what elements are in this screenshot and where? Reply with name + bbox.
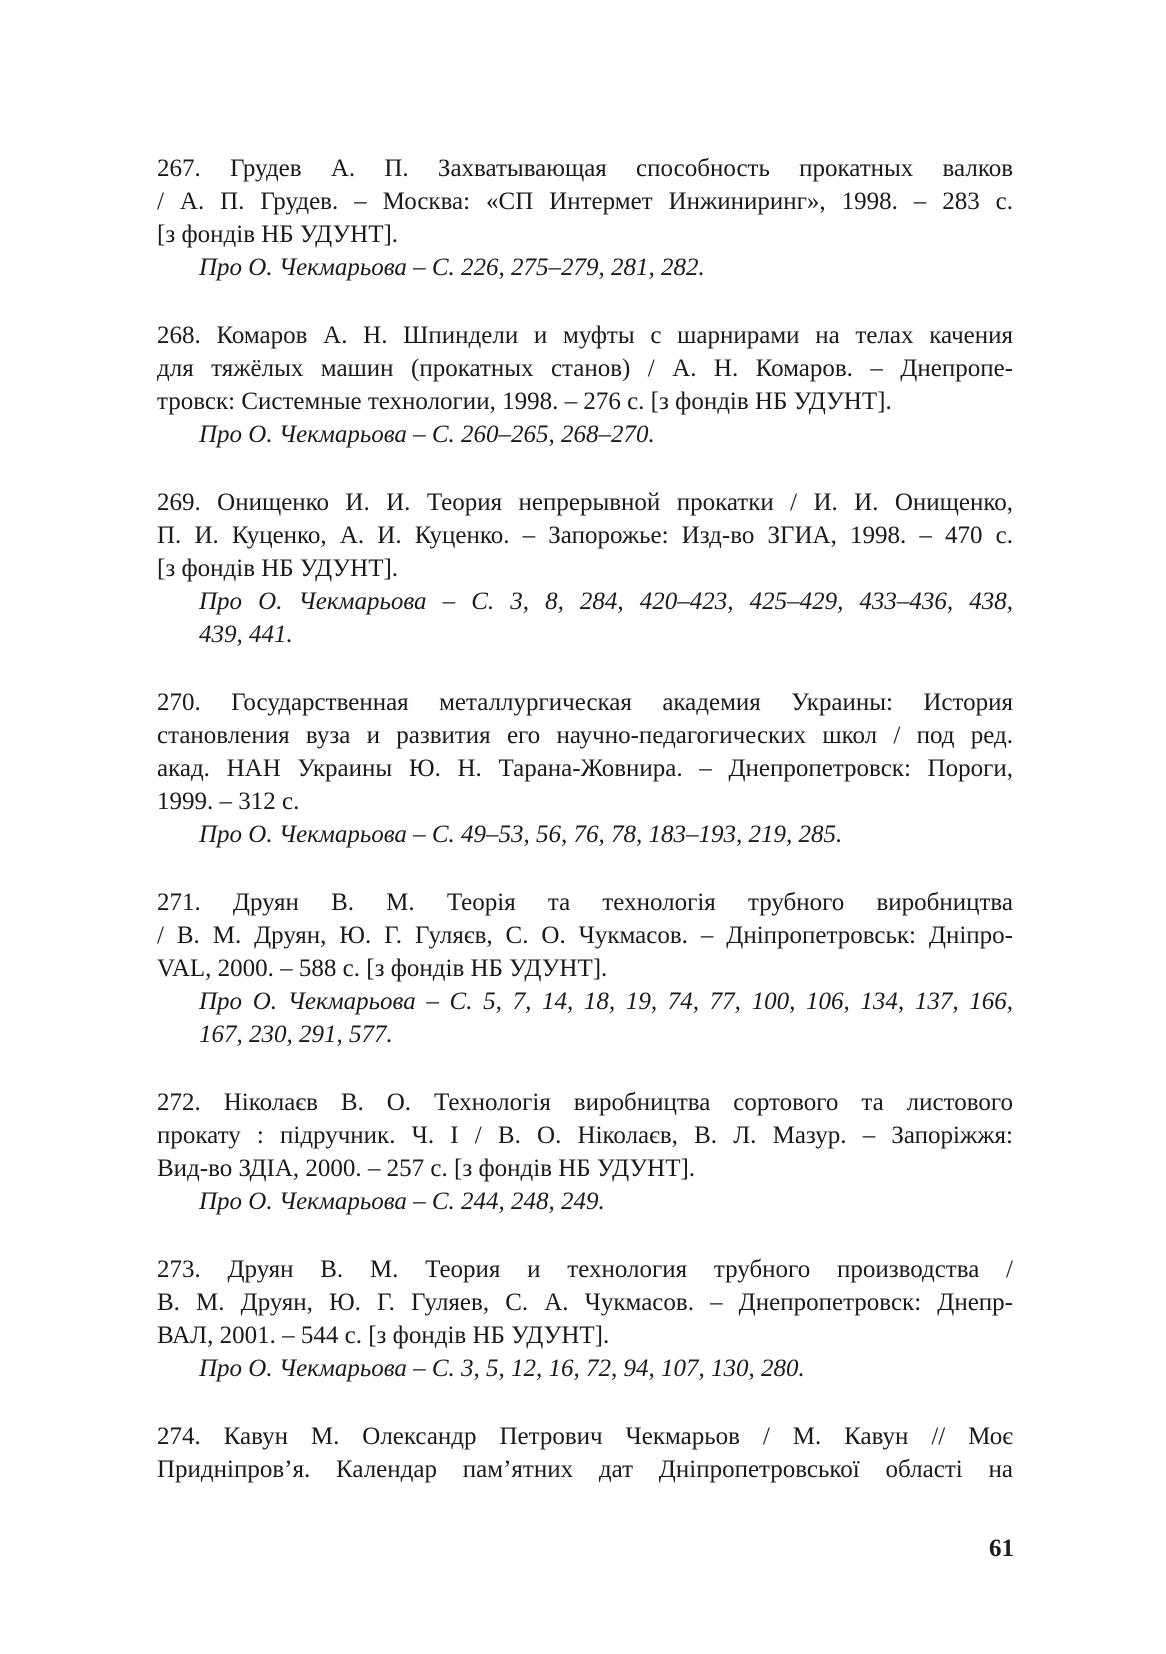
entry-text-line: тровск: Системные технологии, 1998. – 276 с. [з фондів НБ УДУНТ]. (157, 388, 892, 415)
bibliography-entry (157, 1086, 1013, 1218)
entry-note (157, 1185, 1013, 1218)
bibliography-entry (157, 1420, 1013, 1486)
entry-note-line: Про О. Чекмарьова – С. 226, 275–279, 281, 282. (199, 254, 705, 281)
entry-text-line: акад. НАН Украины Ю. Н. Тарана-Жовнира. – Днепропетровск: Пороги, (157, 755, 1013, 782)
entry-text-line: 1999. – 312 с. (157, 788, 300, 815)
entry-note (157, 985, 1013, 1051)
entry-text-line: 267. Грудев А. П. Захватывающая способность прокатных валков (157, 155, 1013, 182)
entry-note-line: Про О. Чекмарьова – С. 260–265, 268–270. (199, 421, 655, 448)
page-number: 61 (989, 1535, 1014, 1562)
entry-text-line: 270. Государственная металлургическая академия Украины: История (157, 689, 1013, 716)
entry-note-line: Про О. Чекмарьова – С. 3, 8, 284, 420–423, 425–429, 433–436, 438, (199, 588, 1013, 615)
entry-text-line: ВАЛ, 2001. – 544 с. [з фондів НБ УДУНТ]. (157, 1322, 610, 1349)
entry-note (157, 251, 1013, 284)
entry-text-line: 269. Онищенко И. И. Теория непрерывной прокатки / И. И. Онищенко, (157, 489, 1013, 516)
bibliography-entry (157, 152, 1013, 284)
entry-note-line: 167, 230, 291, 577. (199, 1021, 393, 1048)
entry-text-line: Придніпров’я. Календар пам’ятних дат Дніпропетровської області на (157, 1456, 1013, 1483)
bibliography-entry (157, 319, 1013, 451)
entry-text-line: для тяжёлых машин (прокатных станов) / А. Н. Комаров. – Днепропе- (157, 355, 1013, 382)
entry-note (157, 585, 1013, 651)
entry-text-line: VAL, 2000. – 588 с. [з фондів НБ УДУНТ]. (157, 955, 608, 982)
entry-note-line: Про О. Чекмарьова – С. 244, 248, 249. (199, 1188, 605, 1215)
bibliography-entry (157, 886, 1013, 1051)
bibliography-entry (157, 1253, 1013, 1385)
entry-text-line: Вид-во ЗДІА, 2000. – 257 с. [з фондів НБ УДУНТ]. (157, 1155, 696, 1182)
entry-note-line: Про О. Чекмарьова – С. 49–53, 56, 76, 78, 183–193, 219, 285. (199, 821, 843, 848)
entry-note-line: Про О. Чекмарьова – С. 3, 5, 12, 16, 72, 94, 107, 130, 280. (199, 1355, 805, 1382)
entry-text-line: [з фондів НБ УДУНТ]. (157, 221, 399, 248)
entry-text-line: В. М. Друян, Ю. Г. Гуляев, С. А. Чукмасов. – Днепропетровск: Днепр- (157, 1289, 1013, 1316)
entry-text-line: / А. П. Грудев. – Москва: «СП Интермет Инжиниринг», 1998. – 283 с. (157, 188, 1013, 215)
entry-text-line: 272. Ніколаєв В. О. Технологія виробництва сортового та листового (157, 1089, 1013, 1116)
entry-text-line: 271. Друян В. М. Теорія та технологія трубного виробництва (157, 889, 1013, 916)
entry-note (157, 418, 1013, 451)
entry-text-line: прокату : підручник. Ч. І / В. О. Ніколаєв, В. Л. Мазур. – Запоріжжя: (157, 1122, 1013, 1149)
entry-text-line: 268. Комаров А. Н. Шпиндели и муфты с шарнирами на телах качения (157, 322, 1013, 349)
entry-text-line: П. И. Куценко, А. И. Куценко. – Запорожье: Изд-во ЗГИА, 1998. – 470 с. (157, 522, 1013, 549)
entry-text-line: 274. Кавун М. Олександр Петрович Чекмарьов / М. Кавун // Моє (157, 1423, 1013, 1450)
bibliography-entry (157, 486, 1013, 651)
entry-text-line: 273. Друян В. М. Теория и технология трубного производства / (157, 1256, 1013, 1283)
entry-text-line: [з фондів НБ УДУНТ]. (157, 555, 399, 582)
entry-note-line: Про О. Чекмарьова – С. 5, 7, 14, 18, 19, 74, 77, 100, 106, 134, 137, 166, (199, 988, 1013, 1015)
entry-note (157, 818, 1013, 851)
entry-text-line: становления вуза и развития его научно-педагогических школ / под ред. (157, 722, 1013, 749)
entry-text-line: / В. М. Друян, Ю. Г. Гуляєв, С. О. Чукмасов. – Дніпропетровськ: Дніпро- (157, 922, 1013, 949)
bibliography-entry (157, 686, 1013, 851)
entry-note (157, 1352, 1013, 1385)
bibliography-page (157, 152, 1013, 1521)
entry-note-line: 439, 441. (199, 621, 293, 648)
